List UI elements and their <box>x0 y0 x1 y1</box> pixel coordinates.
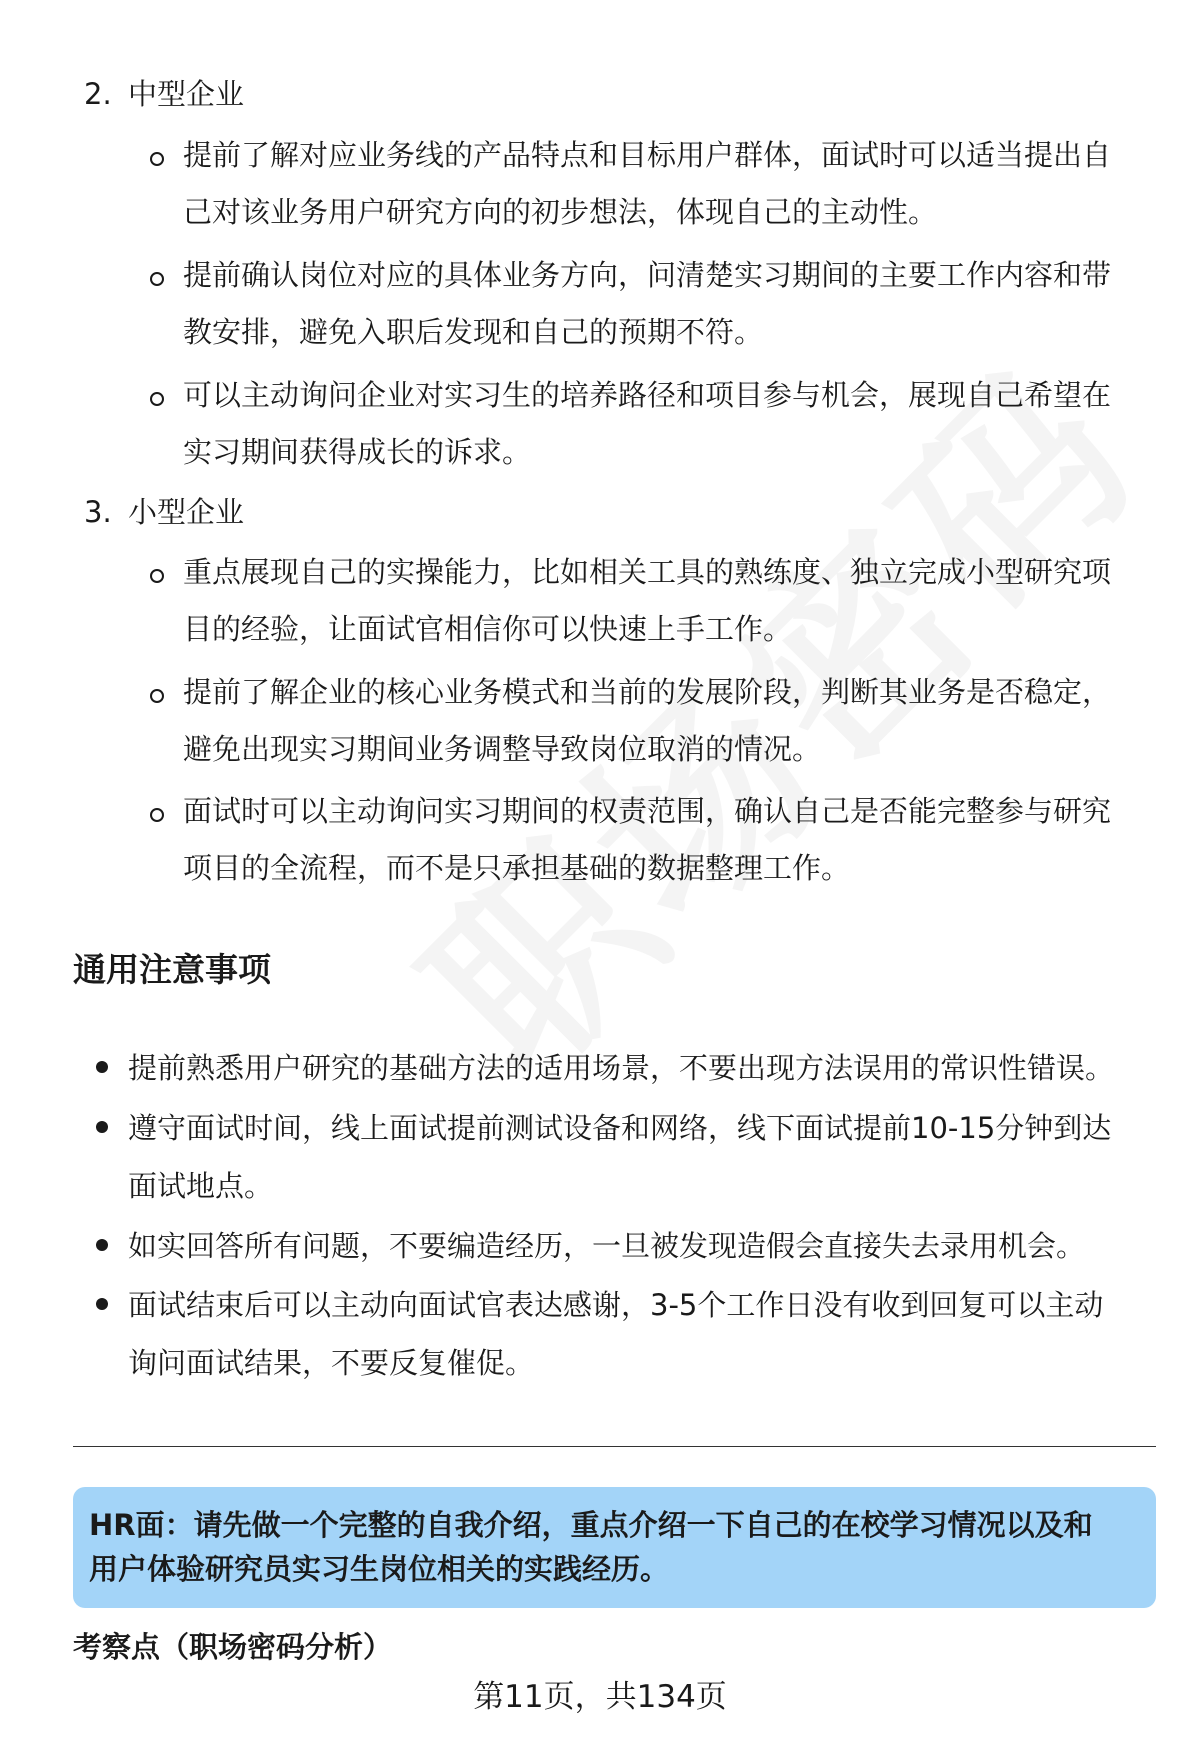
list-number: 2. <box>84 77 112 111</box>
bullet-line: 如实回答所有问题，不要编造经历，一旦被发现造假会直接失去录用机会。 <box>128 1229 1086 1263</box>
bullet-line: 面试地点。 <box>128 1169 274 1203</box>
section-title: 通用注意事项 <box>73 950 271 989</box>
list-item-line: 己对该业务用户研究方向的初步想法，体现自己的主动性。 <box>183 195 938 229</box>
list-item-line: 教安排，避免入职后发现和自己的预期不符。 <box>183 315 764 349</box>
list-item-line: 重点展现自己的实操能力，比如相关工具的熟练度、独立完成小型研究项 <box>183 555 1112 589</box>
hollow-bullet-icon <box>150 808 164 822</box>
ordered-item-medium-enterprise <box>84 74 244 114</box>
analysis-heading: 考察点（职场密码分析） <box>73 1630 393 1664</box>
hr-question-line: HR面：请先做一个完整的自我介绍，重点介绍一下自己的在校学习情况以及和 <box>89 1508 1093 1542</box>
page-number: 第11页，共134页 <box>473 1679 727 1715</box>
bullet-dot-icon <box>96 1061 108 1073</box>
hollow-bullet-icon <box>150 392 164 406</box>
list-item-line: 可以主动询问企业对实习生的培养路径和项目参与机会，展现自己希望在 <box>183 378 1112 412</box>
bullet-line: 面试结束后可以主动向面试官表达感谢，3-5个工作日没有收到回复可以主动 <box>128 1288 1104 1322</box>
bullet-dot-icon <box>96 1298 108 1310</box>
list-item-line: 项目的全流程，而不是只承担基础的数据整理工作。 <box>183 851 851 885</box>
hollow-bullet-icon <box>150 272 164 286</box>
list-item-line: 实习期间获得成长的诉求。 <box>183 435 532 469</box>
list-item-line: 提前了解企业的核心业务模式和当前的发展阶段，判断其业务是否稳定， <box>183 675 1112 709</box>
list-item-line: 目的经验，让面试官相信你可以快速上手工作。 <box>183 612 793 646</box>
hr-question-box <box>73 1487 1156 1608</box>
horizontal-divider <box>73 1446 1156 1447</box>
bullet-line: 询问面试结果，不要反复催促。 <box>128 1346 535 1380</box>
list-item-title: 小型企业 <box>128 495 245 529</box>
list-item-line: 提前了解对应业务线的产品特点和目标用户群体，面试时可以适当提出自 <box>183 138 1112 172</box>
hollow-bullet-icon <box>150 689 164 703</box>
bullet-dot-icon <box>96 1239 108 1251</box>
hollow-bullet-icon <box>150 569 164 583</box>
bullet-line: 提前熟悉用户研究的基础方法的适用场景，不要出现方法误用的常识性错误。 <box>128 1051 1115 1085</box>
list-number: 3. <box>84 495 112 529</box>
list-item-line: 避免出现实习期间业务调整导致岗位取消的情况。 <box>183 732 822 766</box>
hr-question-line: 用户体验研究员实习生岗位相关的实践经历。 <box>89 1552 670 1586</box>
ordered-item-small-enterprise <box>84 492 244 532</box>
bullet-dot-icon <box>96 1121 108 1133</box>
bullet-line: 遵守面试时间，线上面试提前测试设备和网络，线下面试提前10-15分钟到达 <box>128 1111 1112 1145</box>
hollow-bullet-icon <box>150 152 164 166</box>
list-item-line: 提前确认岗位对应的具体业务方向，问清楚实习期间的主要工作内容和带 <box>183 258 1112 292</box>
list-item-title: 中型企业 <box>128 77 245 111</box>
list-item-line: 面试时可以主动询问实习期间的权责范围，确认自己是否能完整参与研究 <box>183 794 1112 828</box>
